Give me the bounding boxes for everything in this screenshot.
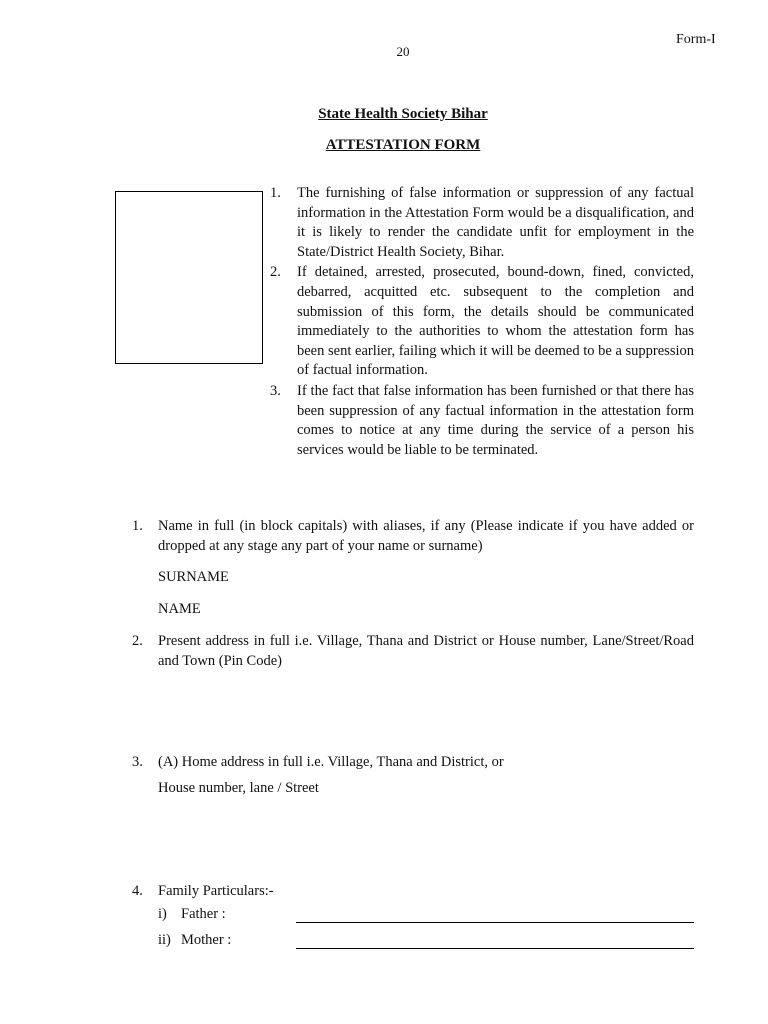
instructions-list [270,184,694,461]
instruction-number: 1. [270,185,281,201]
item-text: Name in full (in block capitals) with aliases, if any (Please indicate if you have added or dropped at any stage any part of your name or surname) [158,518,694,554]
item-text: (A) Home address in full i.e. Village, Thana and District, or [158,754,504,770]
item-number: 1. [132,518,143,534]
mother-field[interactable] [296,934,694,949]
instruction-text: The furnishing of false information or suppression of any factual information in the Attestation Form would be a disqualification, and it is likely to render the candidate unfit for employment in the State/District Health Society, Bihar. [297,185,694,260]
form-item-present-address [132,631,694,671]
surname-label: SURNAME [158,569,229,585]
org-title: State Health Society Bihar [318,106,488,122]
form-id: Form-I [676,32,716,47]
instruction-item [270,382,694,460]
instruction-text: If detained, arrested, prosecuted, bound-down, fined, convicted, debarred, acquitted etc. subsequent to the completion and submission of this form, the details should be communicated immediately to the authorities to whom the attestation form has been sent earlier, failing which it will be deemed to be a suppression of factual information. [297,264,694,379]
instruction-item [270,184,694,262]
item-number: 3. [132,754,143,770]
home-address-line2: House number, lane / Street [158,780,319,796]
item-number: 2. [132,633,143,649]
page-number: 20 [396,44,410,59]
family-row-father [158,906,694,923]
family-row-mother [158,932,694,949]
father-field[interactable] [296,908,694,923]
instruction-number: 3. [270,382,281,399]
form-item-family [132,881,694,901]
family-label: Mother : [181,932,232,948]
form-title: ATTESTATION FORM [325,137,481,153]
item-text: Present address in full i.e. Village, Thana and District or House number, Lane/Street/Road and Town (Pin Code) [158,633,694,669]
form-item-home-address [132,752,694,772]
family-label: Father : [181,906,226,922]
name-label: NAME [158,601,201,617]
photo-box[interactable] [115,191,263,364]
family-index: ii) [158,932,171,948]
family-index: i) [158,906,167,922]
form-item-name [132,516,694,556]
instruction-number: 2. [270,264,281,281]
instruction-item [270,263,694,381]
item-text: Family Particulars:- [158,883,274,899]
item-number: 4. [132,883,143,899]
instruction-text: If the fact that false information has been furnished or that there has been suppression of any factual information in the attestation form comes to notice at any time during the service of a person his services would be liable to be terminated. [297,382,694,458]
